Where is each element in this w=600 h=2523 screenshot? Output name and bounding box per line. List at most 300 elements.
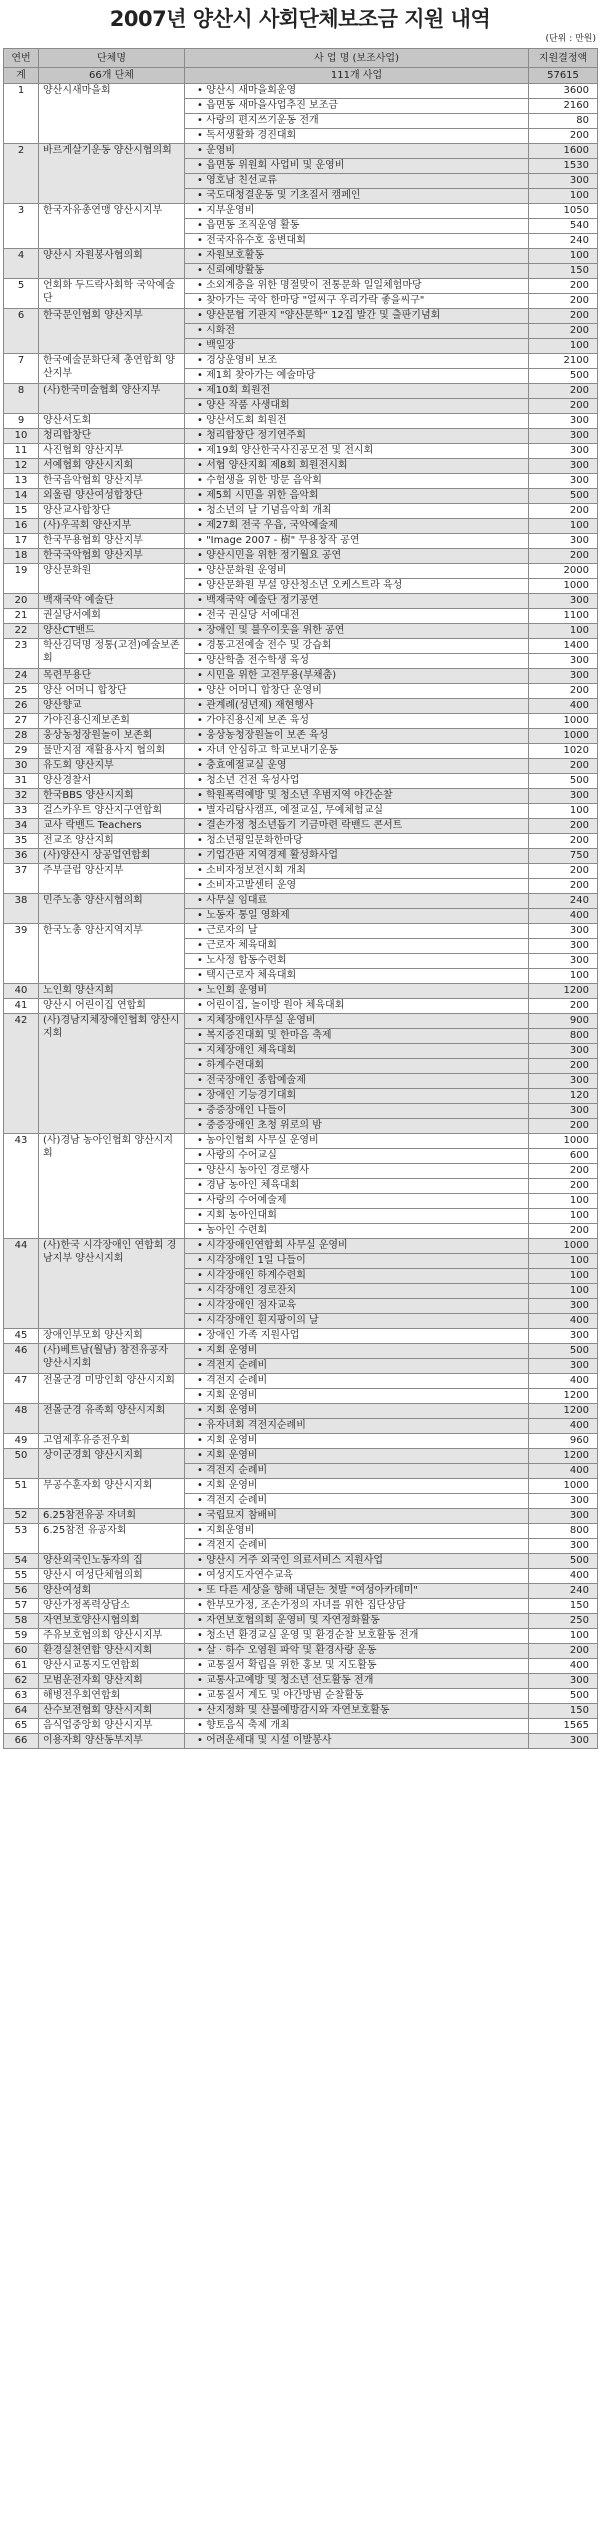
org-number: 6 [4,309,39,354]
table-row [4,1584,598,1599]
table-row [4,984,598,999]
project-cell [185,1524,529,1539]
table-row [4,849,598,864]
project-name: • 격전지 순례비 [197,1465,267,1476]
project-name: • 청소년평일문화한마당 [197,835,303,846]
project-name: • 시화전 [197,325,235,336]
project-cell [185,1299,529,1314]
project-cell [185,534,529,549]
org-group [4,714,598,729]
project-cell [185,864,529,879]
amount-cell: 100 [529,249,598,264]
project-name: • 기업간판 지역경제 활성화사업 [197,850,338,861]
org-name: 한국자유총연맹 양산시지부 [39,204,185,249]
amount-cell: 1530 [529,159,598,174]
project-name: • 유자녀회 격전지순례비 [197,1420,306,1431]
org-group [4,759,598,774]
project-cell [185,579,529,594]
project-cell [185,264,529,279]
amount-cell: 100 [529,1629,598,1644]
amount-cell: 400 [529,1569,598,1584]
org-number: 20 [4,594,39,609]
org-name: 양산여성회 [39,1584,185,1599]
amount-cell: 540 [529,219,598,234]
amount-cell: 100 [529,189,598,204]
project-cell [185,84,529,99]
amount-cell: 1000 [529,1239,598,1254]
amount-cell: 200 [529,834,598,849]
project-cell [185,1224,529,1239]
org-group [4,1134,598,1239]
project-name: • 시각장애인 1일 나들이 [197,1255,306,1266]
project-name: • 청소년 건전 육성사업 [197,775,299,786]
amount-cell: 1200 [529,1449,598,1464]
project-cell [185,879,529,894]
org-group [4,1554,598,1569]
org-number: 28 [4,729,39,744]
org-name: 유도회 양산지부 [39,759,185,774]
amount-cell: 300 [529,924,598,939]
org-number: 17 [4,534,39,549]
table-row [4,609,598,624]
project-name: • 영호남 친선교류 [197,175,277,186]
project-name: • 시민을 위한 고전무용(부채춤) [197,670,336,681]
org-name: 양산외국인노동자의 집 [39,1554,185,1569]
org-number: 65 [4,1719,39,1734]
project-cell [185,1104,529,1119]
project-name: • 충효예절교실 운영 [197,760,287,771]
project-name: • 자연보호협의회 운영비 및 자연정화활동 [197,1615,380,1626]
amount-cell: 200 [529,384,598,399]
org-group [4,444,598,459]
project-name: • 국립묘지 참배비 [197,1510,277,1521]
org-number: 26 [4,699,39,714]
amount-cell: 300 [529,1539,598,1554]
org-name: 양산경찰서 [39,774,185,789]
org-group [4,309,598,354]
project-cell [185,954,529,969]
project-name: • 노사정 합동수련회 [197,955,287,966]
org-name: 한국문인협회 양산지부 [39,309,185,354]
table-row [4,1434,598,1449]
amount-cell: 1000 [529,729,598,744]
org-name: 민주노총 양산시협의회 [39,894,185,924]
org-group [4,1704,598,1719]
amount-cell: 800 [529,1029,598,1044]
project-name: • 별자리탐사캠프, 예절교실, 무예체험교실 [197,805,383,816]
org-number: 60 [4,1644,39,1659]
amount-cell: 1565 [529,1719,598,1734]
amount-cell: 200 [529,759,598,774]
project-name: • 한부모가정, 조손가정의 자녀를 위한 집단상담 [197,1600,406,1611]
amount-cell: 100 [529,1284,598,1299]
project-name: • 하계수련대회 [197,1060,264,1071]
project-name: • 지회 운영비 [197,1390,258,1401]
project-cell [185,1464,529,1479]
org-number: 37 [4,864,39,894]
org-number: 54 [4,1554,39,1569]
project-name: • 제10회 회원전 [197,385,270,396]
project-name: • 결손가정 청소년돕기 기금마련 락밴드 콘서트 [197,820,402,831]
subsidy-table [3,48,598,1749]
project-name: • 어려운세대 및 시설 이발봉사 [197,1735,332,1746]
org-name: 고엽제후유증전우회 [39,1434,185,1449]
table-row [4,204,598,219]
project-cell [185,1179,529,1194]
org-number: 25 [4,684,39,699]
org-group [4,564,598,594]
org-group [4,804,598,819]
project-name: • 제19회 양산한국사진공모전 및 전시회 [197,445,373,456]
amount-cell: 400 [529,699,598,714]
org-name: 한국노총 양산지역지부 [39,924,185,984]
total-orgs: 66개 단체 [39,68,185,84]
org-number: 40 [4,984,39,999]
org-name: 양산 어머니 합창단 [39,684,185,699]
org-name: 무공수훈자회 양산시지회 [39,1479,185,1509]
project-cell [185,99,529,114]
project-name: • 소외계층을 위한 명절맞이 전통문화 일일체험마당 [197,280,422,291]
org-name: 언회화 두드락사회학 국악예술단 [39,279,185,309]
amount-cell: 240 [529,1584,598,1599]
org-group [4,249,598,279]
project-cell [185,384,529,399]
org-number: 19 [4,564,39,594]
project-name: • 농아인 수련회 [197,1225,267,1236]
project-cell [185,234,529,249]
org-group [4,1599,598,1614]
table-row [4,279,598,294]
amount-cell: 120 [529,1089,598,1104]
org-name: 주부클럽 양산지부 [39,864,185,894]
amount-cell: 200 [529,294,598,309]
org-group [4,924,598,984]
amount-cell: 1200 [529,1404,598,1419]
project-name: • 전국 권실당 서예대전 [197,610,299,621]
org-group [4,984,598,999]
amount-cell: 1000 [529,1479,598,1494]
project-cell [185,984,529,999]
project-cell [185,1164,529,1179]
amount-cell: 200 [529,819,598,834]
amount-cell: 500 [529,369,598,384]
org-number: 39 [4,924,39,984]
project-cell [185,1374,529,1389]
org-name: 양산서도회 [39,414,185,429]
amount-cell: 150 [529,1599,598,1614]
org-group [4,1524,598,1554]
project-name: • 지체장애인 체육대회 [197,1045,296,1056]
amount-cell: 300 [529,1494,598,1509]
project-name: • 자녀 안심하고 학교보내기운동 [197,745,338,756]
amount-cell: 300 [529,594,598,609]
amount-cell: 80 [529,114,598,129]
org-number: 45 [4,1329,39,1344]
project-cell [185,924,529,939]
org-group [4,1644,598,1659]
project-name: • 전국자유수호 웅변대회 [197,235,306,246]
org-name: 양산시 여성단체협의회 [39,1569,185,1584]
table-row [4,1614,598,1629]
org-number: 8 [4,384,39,414]
org-name: 장애인부모회 양산지회 [39,1329,185,1344]
table-row [4,474,598,489]
header-row [4,49,598,68]
table-row [4,1374,598,1389]
org-group [4,204,598,249]
page-title: 2007년 양산시 사회단체보조금 지원 내역 [109,7,491,31]
org-group [4,744,598,759]
org-name: 상이군경회 양산시지회 [39,1449,185,1479]
project-cell [185,939,529,954]
project-cell [185,504,529,519]
project-name: • 백재국악 예술단 정기공연 [197,595,319,606]
amount-cell: 500 [529,774,598,789]
table-row [4,669,598,684]
project-name: • 지회 운영비 [197,1435,258,1446]
org-group [4,624,598,639]
table-row [4,1344,598,1359]
table-row [4,699,598,714]
org-group [4,849,598,864]
org-number: 55 [4,1569,39,1584]
org-group [4,489,598,504]
project-name: • 청소년 환경교실 운영 및 환경순찰 보호활동 전개 [197,1630,418,1641]
project-cell [185,639,529,654]
org-number: 16 [4,519,39,534]
org-number: 38 [4,894,39,924]
org-group [4,1509,598,1524]
org-name: 양산시 자원봉사협의회 [39,249,185,279]
total-projects: 111개 사업 [185,68,529,84]
project-cell [185,1044,529,1059]
amount-cell: 500 [529,1554,598,1569]
table-row [4,1734,598,1749]
project-cell [185,144,529,159]
org-name: 음식업중앙회 양산시지부 [39,1719,185,1734]
amount-cell: 300 [529,1299,598,1314]
project-name: • 전국장애인 종합예술제 [197,1075,306,1086]
amount-cell: 300 [529,954,598,969]
org-number: 3 [4,204,39,249]
org-number: 30 [4,759,39,774]
table-row [4,684,598,699]
project-name: • 격전지 순례비 [197,1375,267,1386]
project-name: • 양산문화원 부설 양산청소년 오케스트라 육성 [197,580,402,591]
project-cell [185,474,529,489]
project-name: • 지부운영비 [197,205,254,216]
table-row [4,1659,598,1674]
table-row [4,804,598,819]
amount-cell: 300 [529,789,598,804]
table-row [4,714,598,729]
project-name: • 살 · 하수 오염원 파악 및 환경사랑 운동 [197,1645,376,1656]
org-group [4,669,598,684]
project-name: • 근로자 체육대회 [197,940,277,951]
project-name: • 양산문화원 운영비 [197,565,287,576]
project-cell [185,519,529,534]
project-cell [185,594,529,609]
amount-cell: 750 [529,849,598,864]
org-group [4,609,598,624]
org-name: (사)경남 농아인협회 양산시지회 [39,1134,185,1239]
project-name: • 양산시 농아인 경로행사 [197,1165,309,1176]
project-cell [185,714,529,729]
project-name: • 시각장애인 흰지팡이의 날 [197,1315,319,1326]
project-name: • 지회 운영비 [197,1480,258,1491]
amount-cell: 300 [529,174,598,189]
org-group [4,1239,598,1329]
amount-cell: 200 [529,684,598,699]
table-row [4,564,598,579]
org-name: 가야진용신제보존회 [39,714,185,729]
project-cell [185,1014,529,1029]
org-name: 노인회 양산지회 [39,984,185,999]
org-group [4,1584,598,1599]
org-group [4,729,598,744]
project-cell [185,1659,529,1674]
org-group [4,534,598,549]
org-number: 11 [4,444,39,459]
project-cell [185,174,529,189]
amount-cell: 240 [529,894,598,909]
table-row [4,1329,598,1344]
project-name: • 제27회 전국 우읍, 국악예술제 [197,520,338,531]
project-name: • 사랑의 수어예술제 [197,1195,287,1206]
amount-cell: 200 [529,549,598,564]
project-cell [185,489,529,504]
project-name: • 학원폭력예방 및 청소년 우범지역 야간순찰 [197,790,393,801]
amount-cell: 1050 [529,204,598,219]
amount-cell: 100 [529,624,598,639]
org-name: 자연보호양산시협의회 [39,1614,185,1629]
table-row [4,354,598,369]
org-number: 29 [4,744,39,759]
amount-cell: 400 [529,1374,598,1389]
project-cell [185,1419,529,1434]
org-group [4,459,598,474]
amount-cell: 200 [529,1644,598,1659]
project-cell [185,1284,529,1299]
org-group [4,504,598,519]
org-group [4,1659,598,1674]
org-name: 양산가정폭력상담소 [39,1599,185,1614]
project-name: • 노인회 운영비 [197,985,267,996]
project-cell [185,654,529,669]
total-row [4,68,598,84]
amount-cell: 300 [529,654,598,669]
project-name: • 격전지 순례비 [197,1495,267,1506]
table-row [4,1674,598,1689]
org-number: 2 [4,144,39,204]
table-row [4,459,598,474]
org-name: 외울림 양산여성합창단 [39,489,185,504]
org-name: (사)경남지체장애인협회 양산시지회 [39,1014,185,1134]
amount-cell: 1020 [529,744,598,759]
project-cell [185,219,529,234]
org-number: 57 [4,1599,39,1614]
org-name: 양산시 어린이집 연합회 [39,999,185,1014]
org-number: 41 [4,999,39,1014]
project-cell [185,1719,529,1734]
amount-cell: 300 [529,429,598,444]
org-group [4,84,598,144]
org-name: (사)베트남(월남) 참전유공자 양산시지회 [39,1344,185,1374]
project-cell [185,1644,529,1659]
project-name: • 경통고전예술 전수 및 강습회 [197,640,332,651]
total-amount: 57615 [529,68,598,84]
project-cell [185,1404,529,1419]
amount-cell: 400 [529,1659,598,1674]
org-group [4,1434,598,1449]
org-number: 42 [4,1014,39,1134]
org-number: 5 [4,279,39,309]
project-name: • 양산시 새마을회운영 [197,85,296,96]
project-cell [185,1479,529,1494]
org-group [4,789,598,804]
amount-cell: 2100 [529,354,598,369]
org-number: 4 [4,249,39,279]
org-group [4,1629,598,1644]
org-name: (사)한국미술협회 양산지부 [39,384,185,414]
org-group [4,594,598,609]
org-group [4,1734,598,1749]
org-name: 청리합창단 [39,429,185,444]
org-group [4,1569,598,1584]
project-cell [185,1314,529,1329]
project-name: • 양산서도회 회원전 [197,415,287,426]
table-row [4,1014,598,1029]
amount-cell: 1200 [529,984,598,999]
amount-cell: 100 [529,519,598,534]
project-name: • 청소년의 날 기념음악회 개최 [197,505,332,516]
project-name: • 사랑의 편지쓰기운동 전개 [197,115,319,126]
amount-cell: 1200 [529,1389,598,1404]
org-group [4,894,598,924]
org-number: 27 [4,714,39,729]
project-cell [185,1509,529,1524]
table-row [4,624,598,639]
table-row [4,489,598,504]
project-name: • 중증장애인 초청 위로의 밤 [197,1120,322,1131]
project-cell [185,1734,529,1749]
project-name: • 관계례(성년제) 재현행사 [197,700,314,711]
amount-cell: 200 [529,1119,598,1134]
project-cell [185,129,529,144]
project-cell [185,789,529,804]
org-name: 걸스카우트 양산지구연합회 [39,804,185,819]
amount-cell: 200 [529,399,598,414]
project-cell [185,1029,529,1044]
project-cell [185,669,529,684]
org-group [4,774,598,789]
org-group [4,549,598,564]
amount-cell: 300 [529,459,598,474]
project-cell [185,1239,529,1254]
org-group [4,1344,598,1374]
org-number: 33 [4,804,39,819]
project-cell [185,834,529,849]
project-name: • 지회 운영비 [197,1450,258,1461]
org-name: 백재국악 예술단 [39,594,185,609]
org-name: 한국무용협회 양산지부 [39,534,185,549]
org-number: 58 [4,1614,39,1629]
amount-cell: 500 [529,489,598,504]
project-name: • 사랑의 수어교실 [197,1150,277,1161]
table-row [4,519,598,534]
project-name: • 교통질서 계도 및 야간방범 순찰활동 [197,1690,364,1701]
org-name: 양산시교통지도연합회 [39,1659,185,1674]
